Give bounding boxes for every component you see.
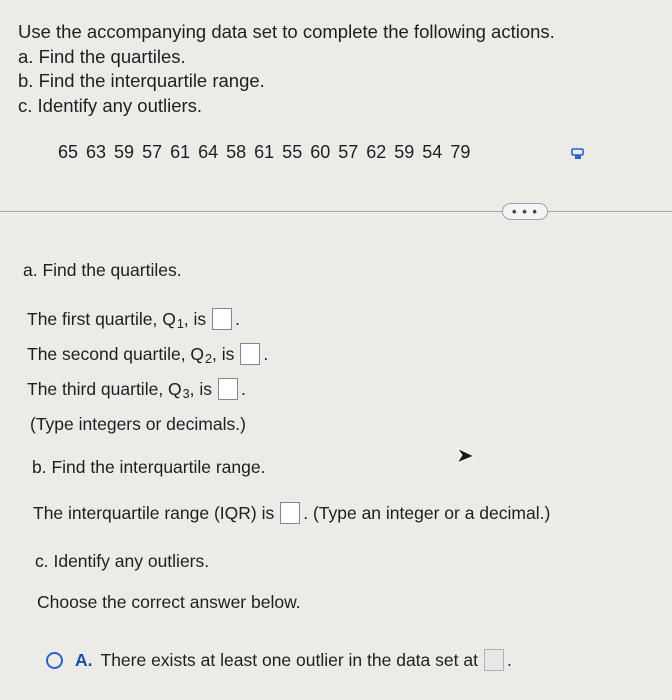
q3-label: The third quartile, Q bbox=[27, 378, 182, 399]
instruction-line: Use the accompanying data set to complete the following actions. bbox=[18, 21, 555, 42]
section-divider bbox=[0, 211, 672, 212]
instruction-part-b: b. Find the interquartile range. bbox=[18, 70, 265, 91]
iqr-hint: . (Type an integer or a decimal.) bbox=[303, 502, 551, 523]
q1-answer-input[interactable] bbox=[212, 308, 232, 330]
option-a-period: . bbox=[506, 649, 512, 670]
q1-row bbox=[27, 308, 240, 330]
question-instructions bbox=[18, 20, 555, 118]
quartile-hint: (Type integers or decimals.) bbox=[30, 414, 246, 434]
expand-more-button[interactable]: • • • bbox=[502, 203, 548, 220]
q1-label: The first quartile, Q bbox=[27, 308, 176, 329]
option-a-text: There exists at least one outlier in the data set at bbox=[100, 649, 478, 670]
q2-label-suffix: , is bbox=[212, 343, 235, 364]
q3-label-suffix: , is bbox=[189, 378, 212, 399]
mouse-cursor-icon bbox=[454, 444, 476, 466]
q2-label: The second quartile, Q bbox=[27, 343, 205, 364]
iqr-answer-input[interactable] bbox=[280, 502, 300, 524]
q3-row bbox=[27, 378, 246, 400]
q2-subscript: 2 bbox=[205, 352, 212, 366]
outlier-answer-input[interactable] bbox=[484, 649, 504, 671]
instruction-part-a: a. Find the quartiles. bbox=[18, 45, 186, 67]
q3-period: . bbox=[240, 378, 246, 399]
option-a-radio[interactable] bbox=[46, 652, 63, 669]
data-set-values: 65 63 59 57 61 64 58 61 55 60 57 62 59 54 79 bbox=[58, 142, 471, 162]
q1-period: . bbox=[235, 308, 241, 329]
q2-row bbox=[27, 343, 268, 365]
q2-period: . bbox=[263, 343, 269, 364]
q3-subscript: 3 bbox=[182, 387, 190, 401]
part-a-title: a. Find the quartiles. bbox=[23, 260, 182, 280]
q3-answer-input[interactable] bbox=[218, 378, 238, 400]
iqr-row bbox=[33, 502, 550, 524]
part-c-title: c. Identify any outliers. bbox=[35, 551, 210, 571]
copy-data-icon[interactable] bbox=[571, 148, 585, 160]
iqr-label: The interquartile range (IQR) is bbox=[33, 502, 275, 523]
part-b-title: b. Find the interquartile range. bbox=[32, 457, 266, 477]
q1-label-suffix: , is bbox=[183, 308, 207, 329]
part-c-instruction: Choose the correct answer below. bbox=[37, 592, 301, 612]
option-a-label: A. bbox=[75, 649, 93, 670]
q2-answer-input[interactable] bbox=[240, 343, 260, 365]
q1-subscript: 1 bbox=[176, 317, 184, 331]
option-a-row[interactable] bbox=[46, 649, 512, 671]
instruction-part-c: c. Identify any outliers. bbox=[18, 94, 203, 116]
